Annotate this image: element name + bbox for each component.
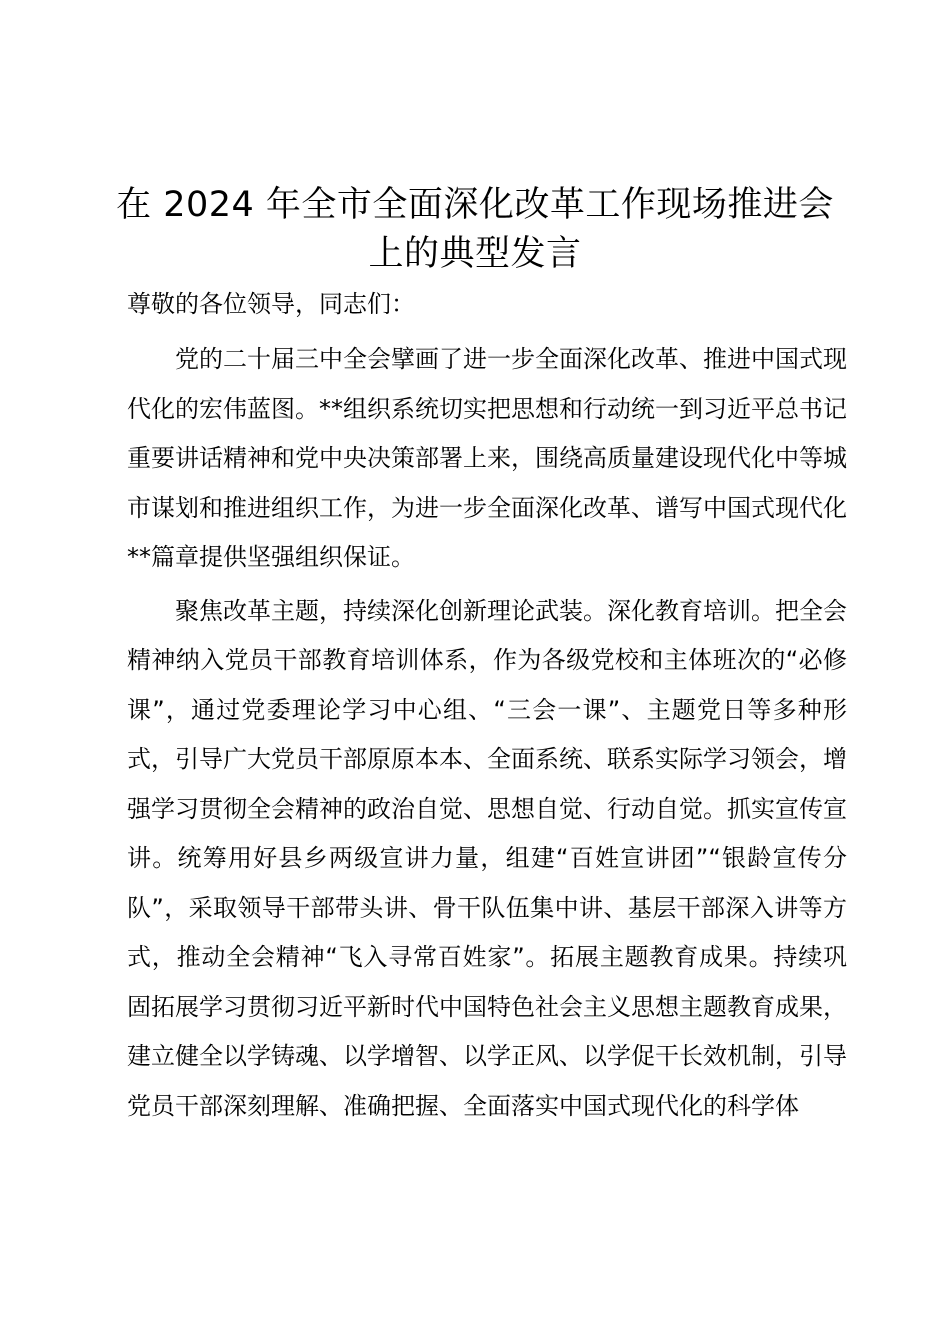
salutation: 尊敬的各位领导，同志们：	[127, 290, 415, 318]
document-body	[127, 335, 847, 1135]
document-title: 在 2024 年全市全面深化改革工作现场推进会上的典型发言	[116, 185, 834, 274]
paragraph-reform-theme: 聚焦改革主题，持续深化创新理论武装。深化教育培训。把全会精神纳入党员干部教育培训体系，作为各级党校和主体班次的“必修课”，通过党委理论学习中心组、“三会一课”、主题党日等多种形式，引导广大党员干部原原本本、全面系统、联系实际学习领会，增强学习贯彻全会精神的政治自觉、思想自觉、行动自觉。抓实宣传宣讲。统筹用好县乡两级宣讲力量，组建“百姓宣讲团”“银龄宣传分队”，采取领导干部带头讲、骨干队伍集中讲、基层干部深入讲等方式，推动全会精神“飞入寻常百姓家”。拓展主题教育成果。持续巩固拓展学习贯彻习近平新时代中国特色社会主义思想主题教育成果，建立健全以学铸魂、以学增智、以学正风、以学促干长效机制，引导党员干部深刻理解、准确把握、全面落实中国式现代化的科学体	[127, 596, 847, 1120]
paragraph-intro: 党的二十届三中全会擘画了进一步全面深化改革、推进中国式现代化的宏伟蓝图。**组织系统切实把思想和行动统一到习近平总书记重要讲话精神和党中央决策部署上来，围绕高质量建设现代化中等城市谋划和推进组织工作，为进一步全面深化改革、谱写中国式现代化**篇章提供坚强组织保证。	[127, 345, 847, 571]
